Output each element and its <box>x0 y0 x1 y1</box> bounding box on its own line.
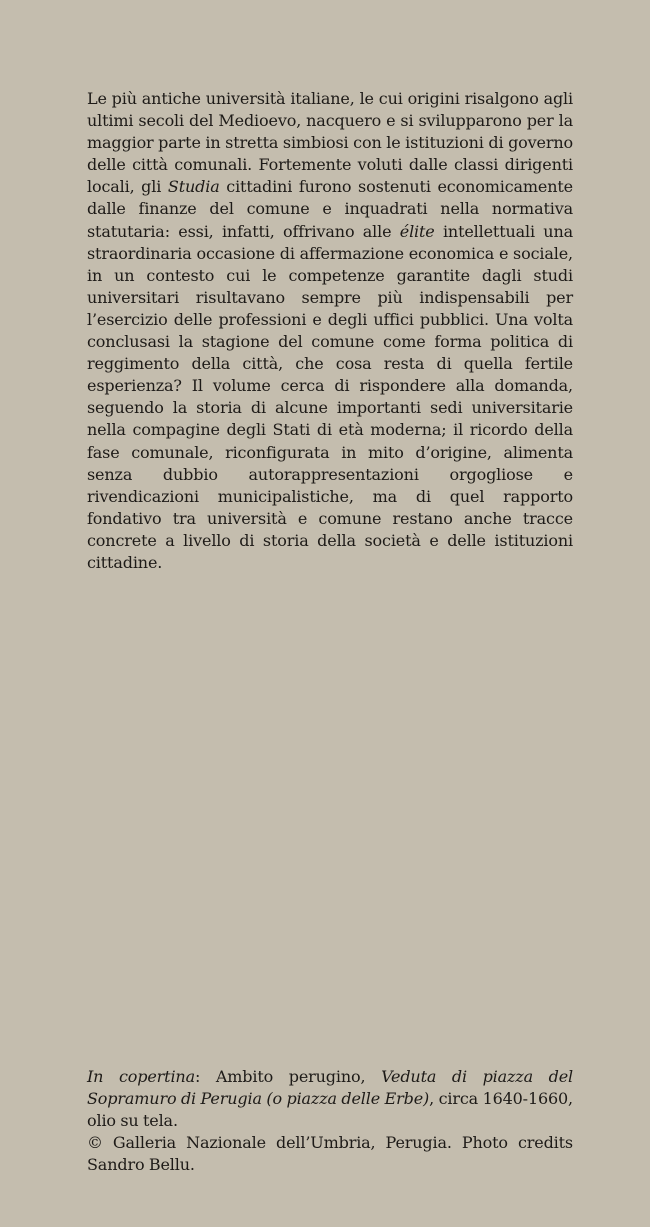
credits-artwork-title: Veduta di piazza del Sopramuro di Perugia (o piazza delle Erbe) <box>87 1067 573 1109</box>
blurb-italic-elite: élite <box>399 221 435 241</box>
blurb-text-2: cittadini furono sostenuti economicamente dalle finanze del comune e inquadrati nella normativa statutaria: essi, infatti, offrivano alle <box>87 177 573 241</box>
blurb-text-3: intellettuali una straordinaria occasione di affermazione economica e sociale, in un contesto cui le competenze garantite dagli studi universitari risultavano sempre più indispensabili per l’esercizio delle professioni e degli uffici pubblici. Una volta conclusasi la stagione del comune come forma politica di reggimento della città, che cosa resta di quella fertile esperienza? Il volume cerca di rispondere alla domanda, seguendo la storia di alcune importanti sedi universitarie nella compagine degli Stati di età moderna; il ricordo della fase comunale, riconfigurata in mito d’origine, alimenta senza dubbio autorappresentazioni orgogliose e rivendicazioni municipalistiche, ma di quel rapporto fondativo tra università e comune restano anche tracce concrete a livello di storia della società e delle istituzioni cittadine. <box>87 221 573 572</box>
blurb-italic-studia: Studia <box>167 177 220 197</box>
credits-label: In copertina <box>87 1067 195 1086</box>
credits-after-label: : Ambito perugino, <box>194 1067 382 1086</box>
cover-credits <box>87 1066 573 1176</box>
credits-details: , circa 1640-1660, olio su tela. <box>87 1089 573 1131</box>
credits-copyright: © Galleria Nazionale dell’Umbria, Perugia. Photo credits Sandro Bellu. <box>87 1133 573 1175</box>
blurb-text-1: Le più antiche università italiane, le cui origini risalgono agli ultimi secoli del Medioevo, nacquero e si svilupparono per la maggior parte in stretta simbiosi con le istituzioni di governo delle città comunali. Fortemente voluti dalle classi dirigenti locali, gli <box>87 89 573 197</box>
back-cover-blurb <box>87 88 573 574</box>
